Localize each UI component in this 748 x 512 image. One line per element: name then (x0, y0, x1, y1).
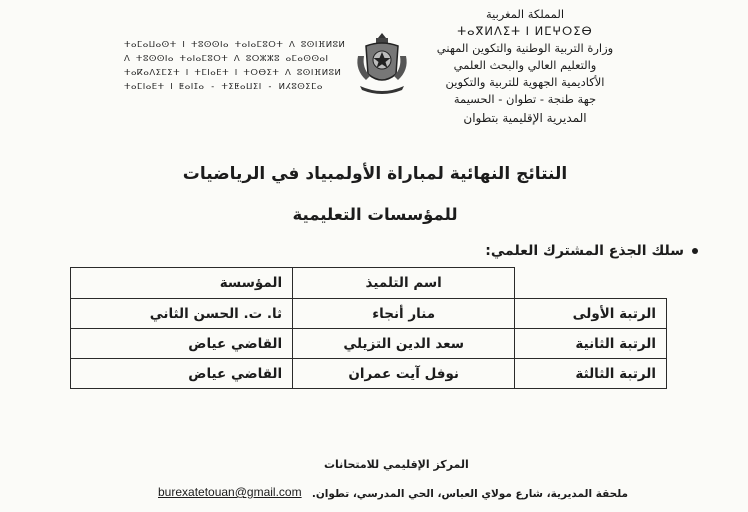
academy-line-2: جهة طنجة - تطوان - الحسيمة (453, 92, 597, 106)
address-line: ملحقة المديرية، شارع مولاي العباس، الحي المدرسي، تطوان. (311, 488, 628, 500)
document-subtitle: للمؤسسات التعليمية (292, 205, 458, 224)
kingdom-title: المملكة المغربية (485, 7, 565, 21)
school-cell: ثا. ت. الحسن الثاني (71, 299, 293, 329)
tifinagh-line-2: ⴷ ⵜⵓⵙⵙⵏⴰ ⵜⴰⵏⴰⵎⵓⵔⵜ ⴷ ⵓⵔⵣⵣⵓ ⴰⵎⴰⵙⵙⴰⵏ (124, 54, 329, 64)
rank-cell: الرتبة الثالثة (515, 359, 667, 389)
exam-center-label: المركز الإقليمي للامتحانات (324, 458, 469, 471)
section-heading (485, 243, 698, 259)
academy-line-1: الأكاديمية الجهوية للتربية والتكوين (445, 75, 605, 89)
bullet-icon (692, 248, 698, 254)
ministry-line-1: وزارة التربية الوطنية والتكوين المهني (436, 41, 614, 55)
student-cell: نوفل آيت عمران (293, 359, 515, 389)
coat-of-arms-icon (352, 30, 412, 96)
table-row (71, 299, 667, 329)
header-tifinagh (124, 38, 354, 94)
rank-cell: الرتبة الأولى (515, 299, 667, 329)
header-arabic (400, 6, 650, 127)
table-header-cell: المؤسسة (71, 268, 293, 299)
rank-cell: الرتبة الثانية (515, 329, 667, 359)
email-link[interactable]: burexatetouan@gmail.com (158, 485, 302, 499)
student-cell: منار أنجاء (293, 299, 515, 329)
table-row (71, 359, 667, 389)
directorate-name: المديرية الإقليمية بتطوان (463, 111, 587, 125)
table-header-cell: اسم التلميذ (293, 268, 515, 299)
school-cell: القاضي عياض (71, 329, 293, 359)
tifinagh-line-4: ⵜⴰⵎⵏⴰⴹⵜ ⵏ ⵟⴰⵏⵊⴰ - ⵜⵉⵟⴰⵡⵉⵏ - ⵍⵃⵓⵙⵉⵎⴰ (124, 82, 323, 92)
tifinagh-line-3: ⵜⴰⴽⴰⴷⵉⵎⵉⵜ ⵏ ⵜⵎⵏⴰⴹⵜ ⵏ ⵜⵔⴱⵉⵜ ⴷ ⵓⵙⵏⴼⵍⵓⵍ (124, 68, 342, 78)
table-header-cell (515, 268, 667, 299)
ministry-line-2: والتعليم العالي والبحث العلمي (453, 58, 597, 72)
table-header-row (71, 268, 667, 299)
kingdom-title-tifinagh: ⵜⴰⴳⵍⴷⵉⵜ ⵏ ⵍⵎⵖⵔⵉⴱ (457, 24, 593, 38)
student-cell: سعد الدين التزيلي (293, 329, 515, 359)
section-label: سلك الجذع المشترك العلمي: (485, 243, 684, 259)
school-cell: القاضي عياض (71, 359, 293, 389)
document-title: النتائج النهائية لمباراة الأولمبياد في الرياضيات (182, 164, 568, 184)
tifinagh-line-1: ⵜⴰⵎⴰⵡⴰⵙⵜ ⵏ ⵜⵓⵙⵙⵏⴰ ⵜⴰⵏⴰⵎⵓⵔⵜ ⴷ ⵓⵙⵏⴼⵍⵓⵍ (124, 40, 346, 50)
table-row (71, 329, 667, 359)
results-table (70, 267, 667, 389)
